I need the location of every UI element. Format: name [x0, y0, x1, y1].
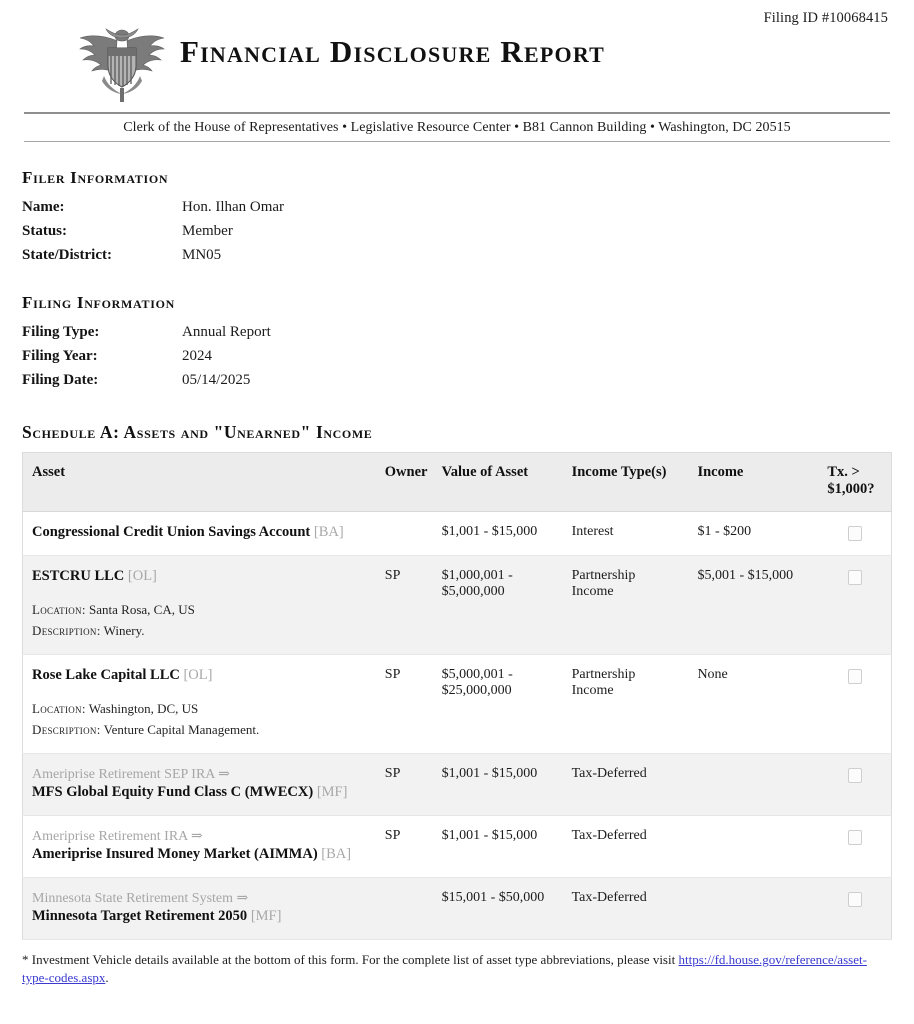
table-row — [23, 512, 892, 556]
cell-income-type: Tax-Deferred — [563, 878, 689, 940]
asset-name: MFS Global Equity Fund Class C (MWECX) [MF] — [32, 784, 348, 800]
filer-name-label: Name: — [22, 199, 65, 215]
table-row — [23, 655, 892, 754]
column-header-asset: Asset — [23, 453, 376, 512]
cell-value: $1,001 - $15,000 — [433, 754, 563, 816]
cell-value: $1,001 - $15,000 — [433, 512, 563, 556]
asset-description: Description: Winery. — [32, 623, 145, 638]
cell-income-type: Partnership Income — [563, 556, 689, 655]
cell-asset — [23, 655, 376, 754]
cell-owner: SP — [376, 556, 433, 655]
filing-type-row — [22, 320, 892, 344]
document-masthead — [22, 0, 892, 112]
cell-tx-checkbox — [818, 556, 891, 655]
filing-date-label: Filing Date: — [22, 372, 99, 388]
table-row — [23, 556, 892, 655]
divider-bottom — [24, 141, 890, 142]
filing-information-section — [22, 293, 892, 392]
cell-asset — [23, 878, 376, 940]
cell-asset — [23, 556, 376, 655]
tx-over-1000-checkbox[interactable] — [848, 570, 862, 585]
cell-owner: SP — [376, 655, 433, 754]
cell-tx-checkbox — [818, 512, 891, 556]
footnote-suffix: . — [105, 970, 109, 985]
page-title: Financial Disclosure Report — [180, 34, 606, 69]
column-header-value: Value of Asset — [433, 453, 563, 512]
cell-income-type: Interest — [563, 512, 689, 556]
cell-value: $15,001 - $50,000 — [433, 878, 563, 940]
filer-district-row — [22, 243, 892, 267]
filing-year-value: 2024 — [182, 348, 212, 364]
filing-year-label: Filing Year: — [22, 348, 98, 364]
parent-account: Ameriprise Retirement SEP IRA ⇒ — [32, 767, 230, 782]
asset-location: Location: Washington, DC, US — [32, 701, 199, 716]
tx-over-1000-checkbox[interactable] — [848, 830, 862, 845]
cell-value: $1,001 - $15,000 — [433, 816, 563, 878]
filing-id: Filing ID #10068415 — [763, 10, 888, 26]
parent-account: Minnesota State Retirement System ⇒ — [32, 891, 249, 906]
footnote-text: * Investment Vehicle details available at the bottom of this form. For the complete list of asset type abbreviations, please visit — [22, 952, 679, 967]
cell-owner: SP — [376, 754, 433, 816]
filer-status-value: Member — [182, 223, 233, 239]
table-row — [23, 878, 892, 940]
office-address: Clerk of the House of Representatives • Legislative Resource Center • B81 Cannon Building • Washington, DC 20515 — [123, 120, 791, 135]
tx-over-1000-checkbox[interactable] — [848, 669, 862, 684]
cell-income — [688, 816, 818, 878]
asset-type-code: [MF] — [250, 908, 282, 924]
table-header — [23, 453, 892, 512]
cell-value: $1,000,001 - $5,000,000 — [433, 556, 563, 655]
asset-type-codes-link[interactable]: https://fd.house.gov/reference/asset-type-codes.aspx — [22, 952, 867, 985]
asset-type-code: [BA] — [321, 846, 352, 862]
asset-type-code: [OL] — [183, 667, 213, 683]
filing-date-row — [22, 368, 892, 392]
cell-income-type: Partnership Income — [563, 655, 689, 754]
tx-over-1000-checkbox[interactable] — [848, 892, 862, 907]
filing-year-row — [22, 344, 892, 368]
cell-owner: SP — [376, 816, 433, 878]
asset-type-code: [MF] — [316, 784, 348, 800]
filing-date-value: 05/14/2025 — [182, 372, 251, 388]
tx-over-1000-checkbox[interactable] — [848, 768, 862, 783]
cell-income: None — [688, 655, 818, 754]
asset-description: Description: Venture Capital Management. — [32, 722, 260, 737]
cell-income — [688, 878, 818, 940]
eagle-seal-icon — [74, 14, 170, 106]
cell-owner — [376, 878, 433, 940]
cell-income-type: Tax-Deferred — [563, 754, 689, 816]
cell-tx-checkbox — [818, 816, 891, 878]
asset-type-code: [OL] — [127, 568, 157, 584]
cell-income: $1 - $200 — [688, 512, 818, 556]
table-row — [23, 816, 892, 878]
footnote — [22, 951, 892, 987]
asset-name: Minnesota Target Retirement 2050 [MF] — [32, 908, 282, 924]
cell-income-type: Tax-Deferred — [563, 816, 689, 878]
asset-name: Ameriprise Insured Money Market (AIMMA) [BA] — [32, 846, 352, 862]
filer-name-value: Hon. Ilhan Omar — [182, 199, 285, 215]
cell-value: $5,000,001 - $25,000,000 — [433, 655, 563, 754]
parent-account: Ameriprise Retirement IRA ⇒ — [32, 829, 203, 844]
cell-tx-checkbox — [818, 878, 891, 940]
asset-type-code: [BA] — [313, 524, 344, 540]
column-header-tx: Tx. > $1,000? — [818, 453, 891, 512]
asset-name: ESTCRU LLC [OL] — [32, 568, 157, 584]
cell-asset — [23, 512, 376, 556]
cell-income — [688, 754, 818, 816]
filing-information-heading: Filing Information — [22, 293, 175, 312]
filer-district-label: State/District: — [22, 247, 112, 263]
cell-income: $5,001 - $15,000 — [688, 556, 818, 655]
filing-type-value: Annual Report — [182, 324, 271, 340]
column-header-income: Income — [688, 453, 818, 512]
schedule-a-table — [22, 452, 892, 940]
filer-status-row — [22, 219, 892, 243]
schedule-a-heading: Schedule A: Assets and "Unearned" Income — [22, 422, 373, 442]
filer-district-value: MN05 — [182, 247, 222, 263]
column-header-owner: Owner — [376, 453, 433, 512]
cell-tx-checkbox — [818, 655, 891, 754]
table-body — [23, 512, 892, 940]
table-row — [23, 754, 892, 816]
cell-asset — [23, 754, 376, 816]
asset-name: Congressional Credit Union Savings Account [BA] — [32, 524, 344, 540]
tx-over-1000-checkbox[interactable] — [848, 526, 862, 541]
filer-name-row — [22, 195, 892, 219]
asset-location: Location: Santa Rosa, CA, US — [32, 602, 195, 617]
asset-name: Rose Lake Capital LLC [OL] — [32, 667, 213, 683]
filing-type-label: Filing Type: — [22, 324, 100, 340]
cell-tx-checkbox — [818, 754, 891, 816]
filer-status-label: Status: — [22, 223, 68, 239]
filer-information-section — [22, 168, 892, 267]
filer-information-heading: Filer Information — [22, 168, 169, 187]
column-header-income-type: Income Type(s) — [563, 453, 689, 512]
table-header-row — [23, 453, 892, 512]
cell-owner — [376, 512, 433, 556]
cell-asset — [23, 816, 376, 878]
